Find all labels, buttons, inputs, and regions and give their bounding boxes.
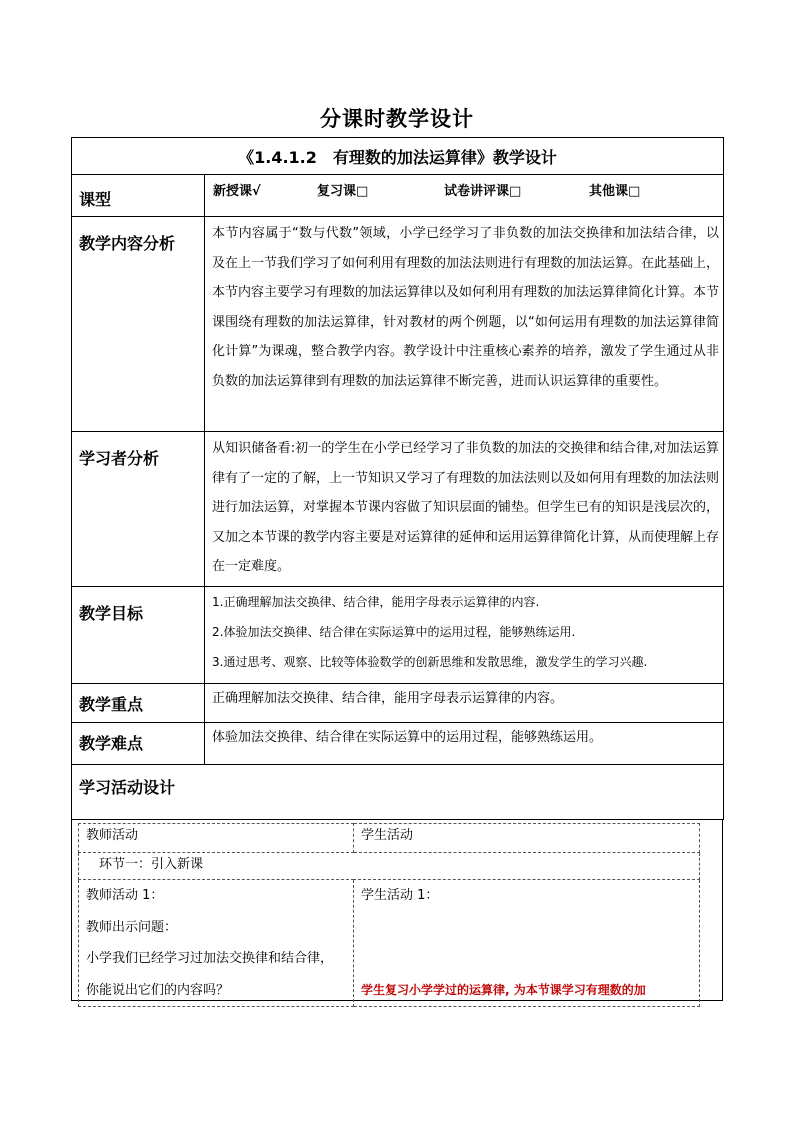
content-analysis-text: 本节内容属于“数与代数”领域，小学已经学习了非负数的加法交换律和加法结合律，以及在上一节我们学习了如何利用有理数的加法法则进行有理数的加法运算。在此基础上，本节内容主要学习有理数的加法运算律以及如何利用有理数的加法运算律简化计算。本节课围绕有理数的加法运算律，针对教材的两个例题，以“如何运用有理数的加法运算律简化计算”为课魂，整合教学内容。教学设计中注重核心素养的培养，激发了学生通过从非负数的加法运算律到有理数的加法运算律不断完善，进而认识运算律的重要性。 (205, 217, 724, 432)
student-activity-note: 学生复习小学学过的运算律, 为本节课学习有理数的加 (361, 982, 646, 997)
activity-table (78, 823, 700, 1007)
activity-design-label: 学习活动设计 (72, 765, 724, 820)
teaching-goals-label: 教学目标 (72, 587, 205, 684)
student-activity-cell (354, 880, 700, 1007)
section-one-title: 环节一：引入新课 (79, 853, 700, 880)
teaching-goal-item: 3.通过思考、观察、比较等体验数学的创新思维和发散思维，激发学生的学习兴趣. (212, 655, 648, 669)
course-type-option-new: 新授课√ (213, 184, 261, 199)
course-type-option-other: 其他课□ (589, 184, 641, 199)
content-analysis-label: 教学内容分析 (72, 217, 205, 432)
teacher-activity-line: 你能说出它们的内容吗？ (86, 982, 230, 998)
difficulty-text: 体验加法交换律、结合律在实际运算中的运用过程，能够熟练运用。 (205, 723, 724, 765)
teacher-activity-line: 教师活动 1： (86, 888, 164, 903)
teacher-activity-header: 教师活动 (79, 824, 354, 853)
course-type-label: 课型 (72, 175, 205, 217)
lesson-plan-table (71, 137, 724, 820)
key-point-label: 教学重点 (72, 684, 205, 723)
course-type-option-exam: 试卷讲评课□ (444, 184, 522, 199)
page-title: 分课时教学设计 (320, 107, 474, 131)
student-activity-title: 学生活动 1： (361, 888, 439, 903)
teaching-goal-item: 2.体验加法交换律、结合律在实际运算中的运用过程，能够熟练运用. (212, 625, 576, 639)
teaching-goal-item: 1.正确理解加法交换律、结合律，能用字母表示运算律的内容. (212, 595, 540, 609)
learner-analysis-label: 学习者分析 (72, 432, 205, 587)
student-activity-header: 学生活动 (354, 824, 700, 853)
outer-border-left (71, 820, 72, 1001)
key-point-text: 正确理解加法交换律、结合律，能用字母表示运算律的内容。 (205, 684, 724, 723)
lesson-subtitle: 《1.4.1.2 有理数的加法运算律》教学设计 (72, 138, 724, 175)
teacher-activity-cell (79, 880, 354, 1007)
learner-analysis-text: 从知识储备看:初一的学生在小学已经学习了非负数的加法的交换律和结合律,对加法运算律有了一定的了解，上一节知识又学习了有理数的加法法则以及如何用有理数的加法法则进行加法运算，对掌握本节课内容做了知识层面的铺垫。但学生已有的知识是浅层次的，又加之本节课的教学内容主要是对运算律的延伸和运用运算律简化计算，从而使理解上存在一定难度。 (205, 432, 724, 587)
outer-border-right (722, 820, 723, 1001)
course-type-options (205, 175, 724, 217)
difficulty-label: 教学难点 (72, 723, 205, 765)
teacher-activity-line: 教师出示问题： (86, 919, 178, 935)
teacher-activity-line: 小学我们已经学习过加法交换律和结合律， (86, 951, 334, 966)
course-type-option-review: 复习课□ (317, 184, 369, 199)
teaching-goals-list (205, 587, 724, 684)
